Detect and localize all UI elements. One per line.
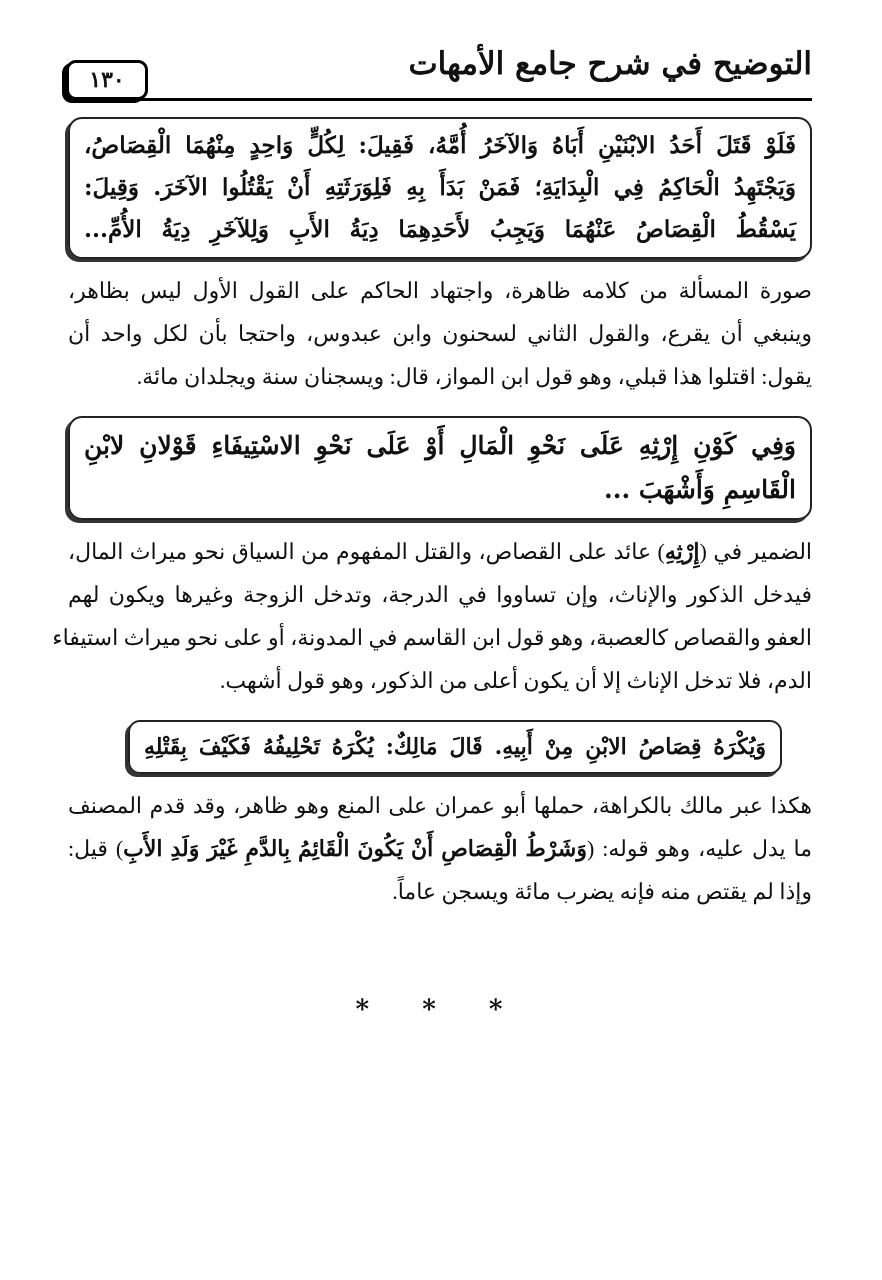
- sharh-text: ) عائد على القصاص، والقتل المفهوم من السياق نحو ميراث المال،: [68, 539, 665, 564]
- sharh-line: وإذا لم يقتص منه فإنه يضرب مائة ويسجن عاماً.: [392, 879, 812, 904]
- matn-box-3: [128, 720, 782, 774]
- matn-line: وَيُكْرَهُ قِصَاصُ الابْنِ مِنْ أَبِيهِ. قَالَ مَالِكٌ: يُكْرَهُ تَحْلِيفُهُ فَكَيْفَ بِقَتْلِهِ: [144, 734, 766, 760]
- sharh-line: [68, 530, 812, 573]
- matn-line: الْقَاسِمِ وَأَشْهَبَ ...: [604, 475, 796, 504]
- sharh-line: صورة المسألة من كلامه ظاهرة، واجتهاد الحاكم على القول الأول ليس بظاهر،: [68, 278, 812, 303]
- matn-line: فَلَوْ قَتَلَ أَحَدُ الابْنَيْنِ أَبَاهُ وَالآخَرُ أُمَّهُ، فَقِيلَ: لِكُلٍّ وَاحِدٍ مِنْهُمَا الْقِصَاصُ،: [84, 132, 796, 159]
- section-separator: * * *: [355, 995, 525, 1025]
- matn-line: يَسْقُطُ الْقِصَاصُ عَنْهُمَا وَيَجِبُ لأَحَدِهِمَا دِيَةُ الأَبِ وَلِلآخَرِ دِيَةُ الأُمِّ...: [84, 216, 796, 243]
- sharh-line: فيدخل الذكور والإناث، وإن تساووا في الدرجة، وتدخل الزوجة وغيرها ويكون لهم: [68, 582, 812, 607]
- matn-box-2: [68, 416, 812, 520]
- sharh-line: يقول: اقتلوا هذا قبلي، وهو قول ابن المواز، قال: ويسجنان سنة ويجلدان مائة.: [136, 364, 812, 389]
- sharh-paragraph-3: [68, 784, 812, 913]
- sharh-line: وينبغي أن يقرع، والقول الثاني لسحنون وابن عبدوس، واحتجا بأن لكل واحد أن: [68, 321, 812, 346]
- running-title: التوضيح في شرح جامع الأمهات: [408, 46, 812, 82]
- sharh-text: ) قيل:: [68, 836, 124, 861]
- matn-line: وَفِي كَوْنِ إِرْثِهِ عَلَى نَحْوِ الْمَالِ أَوْ عَلَى نَحْوِ الاسْتِيفَاءِ قَوْلانِ لابْنِ: [84, 431, 796, 460]
- page-number: ١٣٠: [66, 60, 148, 100]
- sharh-line: العفو والقصاص كالعصبة، وهو قول ابن القاسم في المدونة، أو على نحو ميراث استيفاء: [52, 625, 812, 650]
- sharh-line: الدم، فلا تدخل الإناث إلا أن يكون أعلى من الذكور، وهو قول أشهب.: [219, 668, 812, 693]
- sharh-text: الضمير في (: [699, 539, 813, 564]
- quoted-matn: وَشَرْطُ الْقِصَاصِ أَنْ يَكُونَ الْقَائِمُ بِالدَّمِ غَيْرَ وَلَدِ الأَبِ: [123, 836, 587, 861]
- sharh-line: [68, 827, 812, 870]
- matn-box-1: [68, 117, 812, 259]
- sharh-line: هكذا عبر مالك بالكراهة، حملها أبو عمران على المنع وهو ظاهر، وقد قدم المصنف: [68, 793, 812, 818]
- sharh-text: ما يدل عليه، وهو قوله: (: [586, 836, 813, 861]
- sharh-paragraph-2: [52, 530, 813, 702]
- sharh-paragraph-1: [68, 269, 812, 398]
- page-header: [68, 40, 812, 101]
- matn-line: وَيَجْتَهِدُ الْحَاكِمُ فِي الْبِدَايَةِ؛ فَمَنْ بَدَأَ بِهِ فَلِوَرَثَتِهِ أَنْ يَقْتُلُوا الآخَرَ. وَقِيلَ:: [84, 174, 796, 201]
- quoted-matn: إِرْثِهِ: [664, 539, 700, 564]
- book-page: [52, 40, 813, 1240]
